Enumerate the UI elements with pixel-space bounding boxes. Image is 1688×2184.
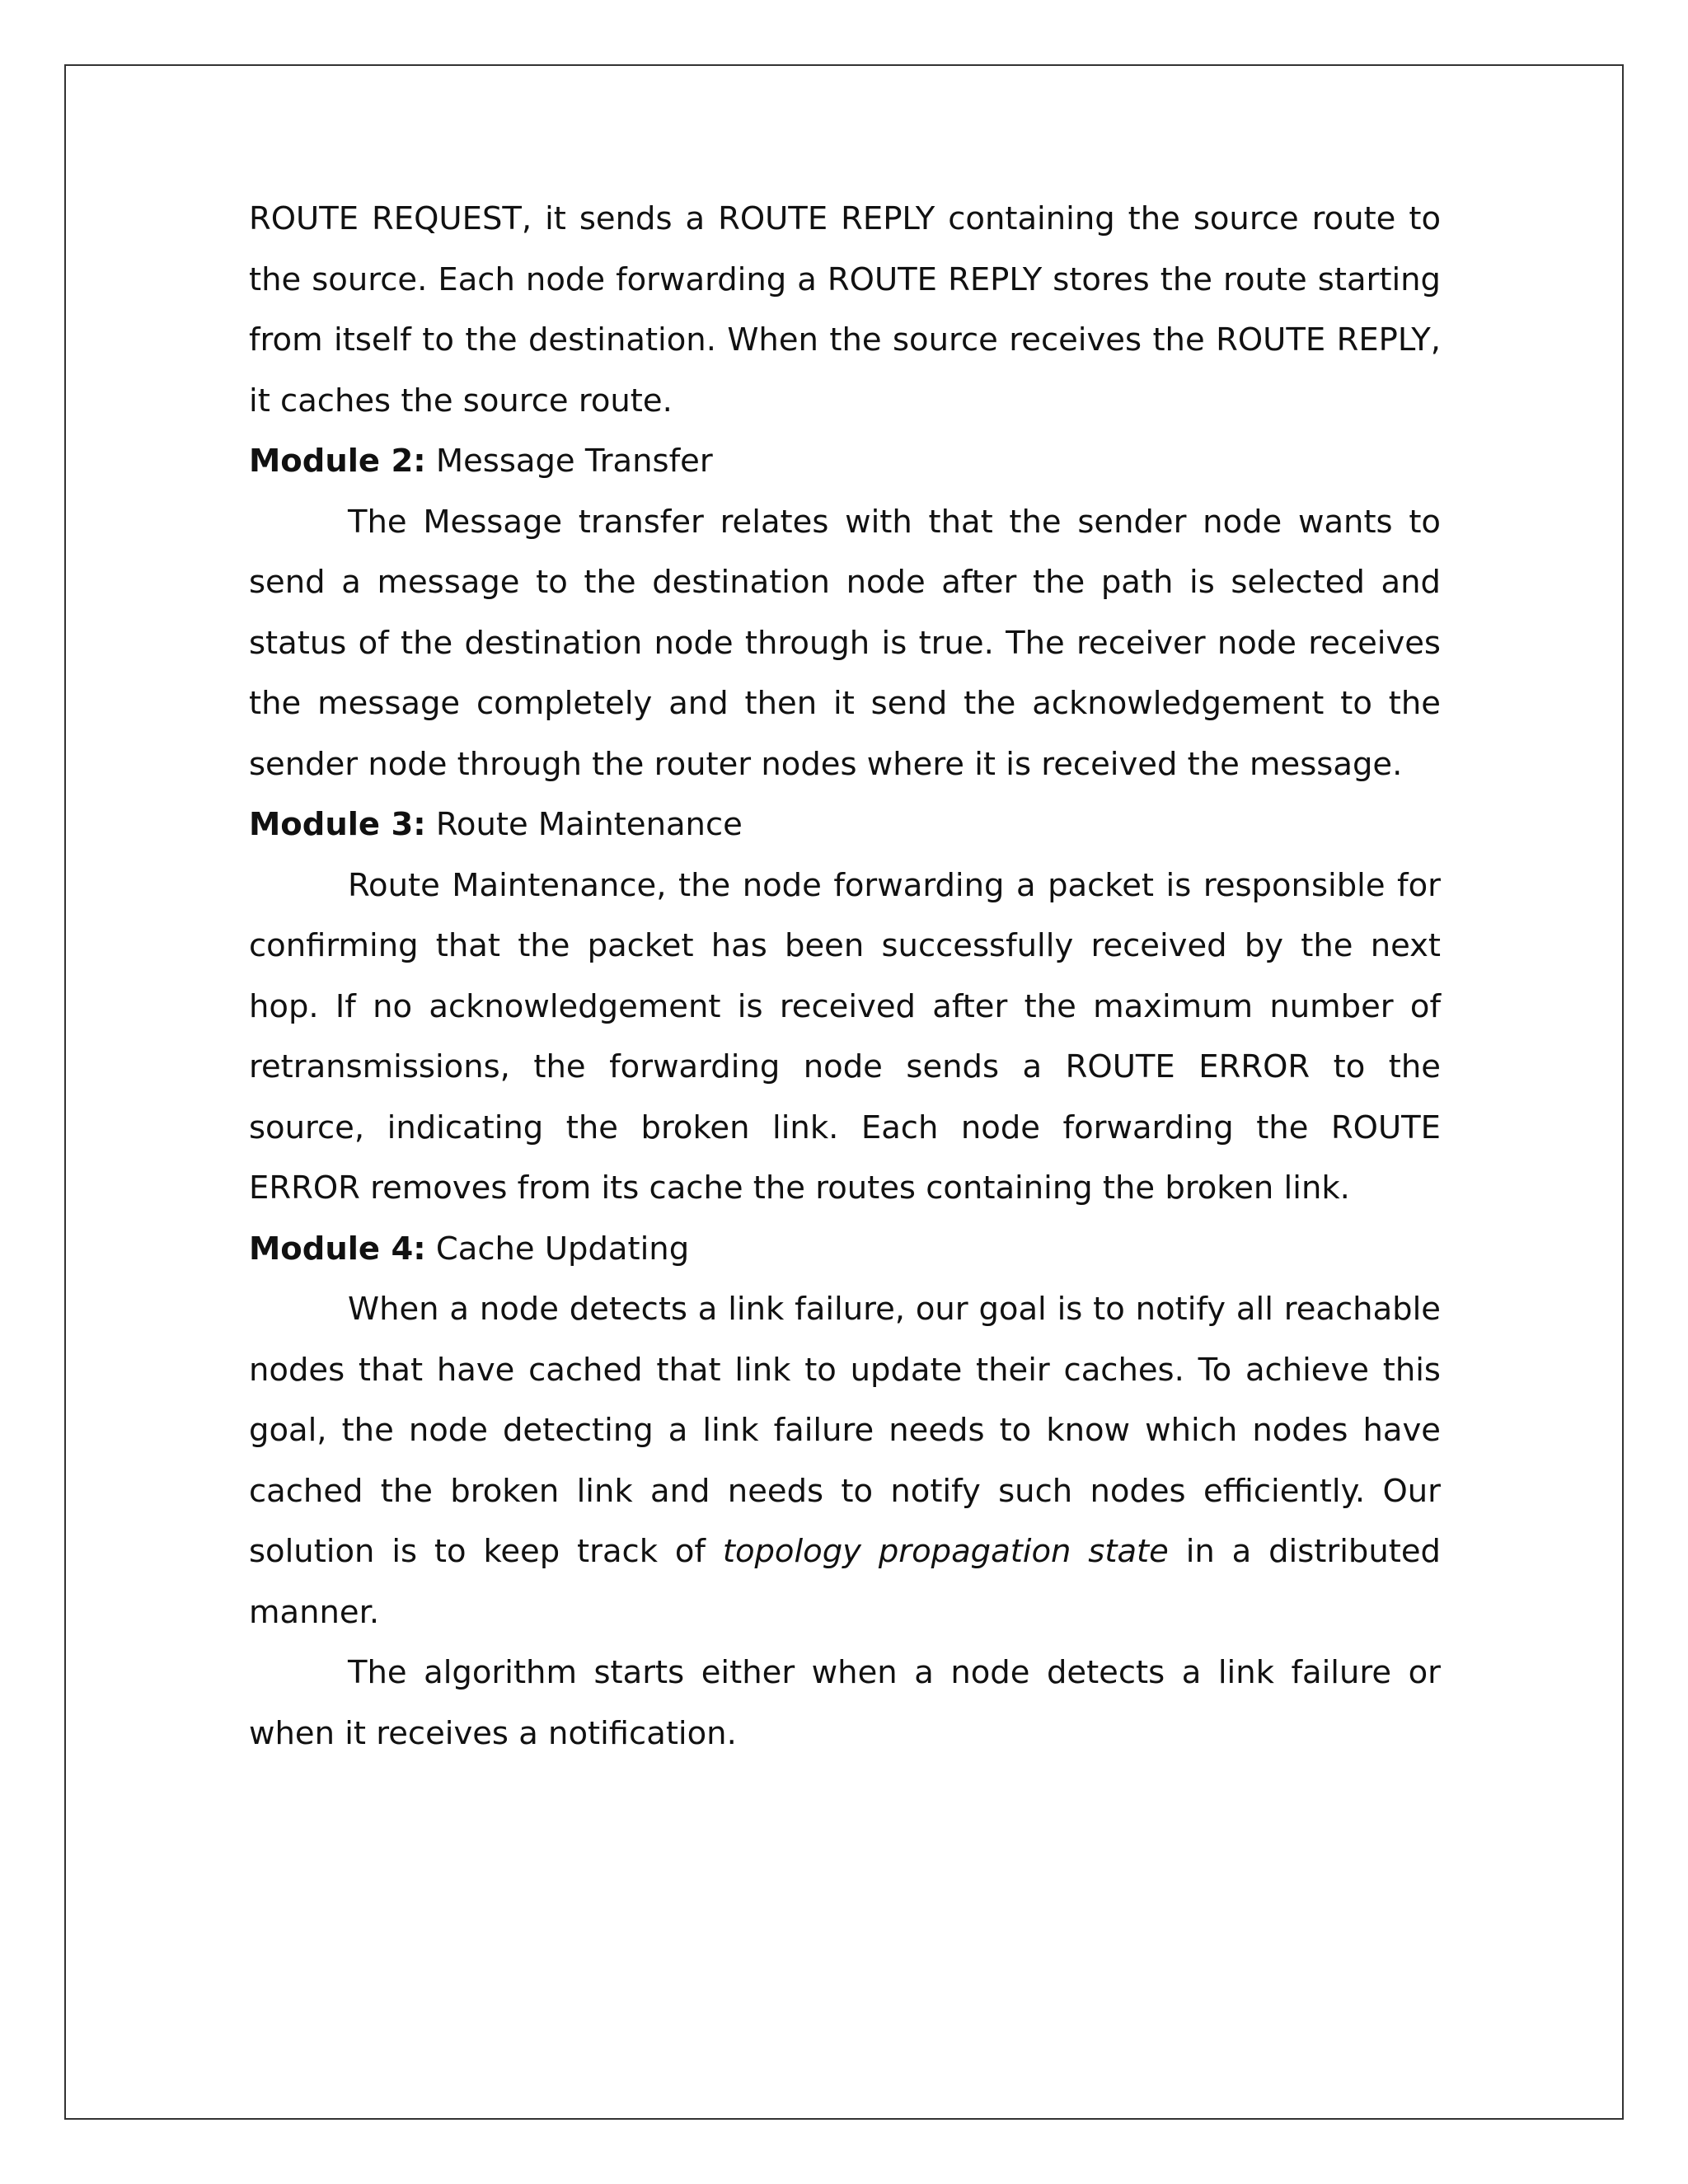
module-2-label: Module 2: (249, 443, 426, 480)
module-4-italic-term: topology propagation state (722, 1533, 1169, 1570)
document-body (249, 189, 1441, 1764)
module-3-label: Module 3: (249, 806, 426, 843)
module-4-paragraph (249, 1279, 1441, 1643)
algorithm-paragraph: The algorithm starts either when a node detects a link failure or when it receives a notification. (249, 1654, 1441, 1752)
module-2-paragraph: The Message transfer relates with that the sender node wants to send a message to the destination node after the path is selected and status of the destination node through is true. The receiver node receives the message completely and then it send the acknowledgement to the sender node through the router nodes where it is received the message. (249, 503, 1441, 783)
module-4-label: Module 4: (249, 1230, 426, 1268)
module-4-text-start: When a node detects a link failure, our goal is to notify all reachable nodes that have cached that link to update their caches. To achieve this goal, the node detecting a link failure needs to know which nodes have cached the broken link and needs to notify such nodes efficiently. Our solution is to keep track of (249, 1291, 1441, 1570)
module-2-title: Message Transfer (425, 443, 713, 480)
intro-paragraph: ROUTE REQUEST, it sends a ROUTE REPLY containing the source route to the source. Each node forwarding a ROUTE REPLY stores the route starting from itself to the destination. When the source receives the ROUTE REPLY, it caches the source route. (249, 200, 1441, 419)
module-4-text-end: in a distributed manner. (249, 1533, 1441, 1631)
module-4-heading (249, 1219, 1441, 1280)
module-3-heading (249, 794, 1441, 855)
module-3-title: Route Maintenance (425, 806, 743, 843)
module-3-paragraph: Route Maintenance, the node forwarding a packet is responsible for confirming that the packet has been successfully received by the next hop. If no acknowledgement is received after the maximum number of retransmissions, the forwarding node sends a ROUTE ERROR to the source, indicating the broken link. Each node forwarding the ROUTE ERROR removes from its cache the routes containing the broken link. (249, 866, 1441, 1207)
module-2-heading (249, 431, 1441, 492)
module-4-title: Cache Updating (425, 1230, 690, 1268)
